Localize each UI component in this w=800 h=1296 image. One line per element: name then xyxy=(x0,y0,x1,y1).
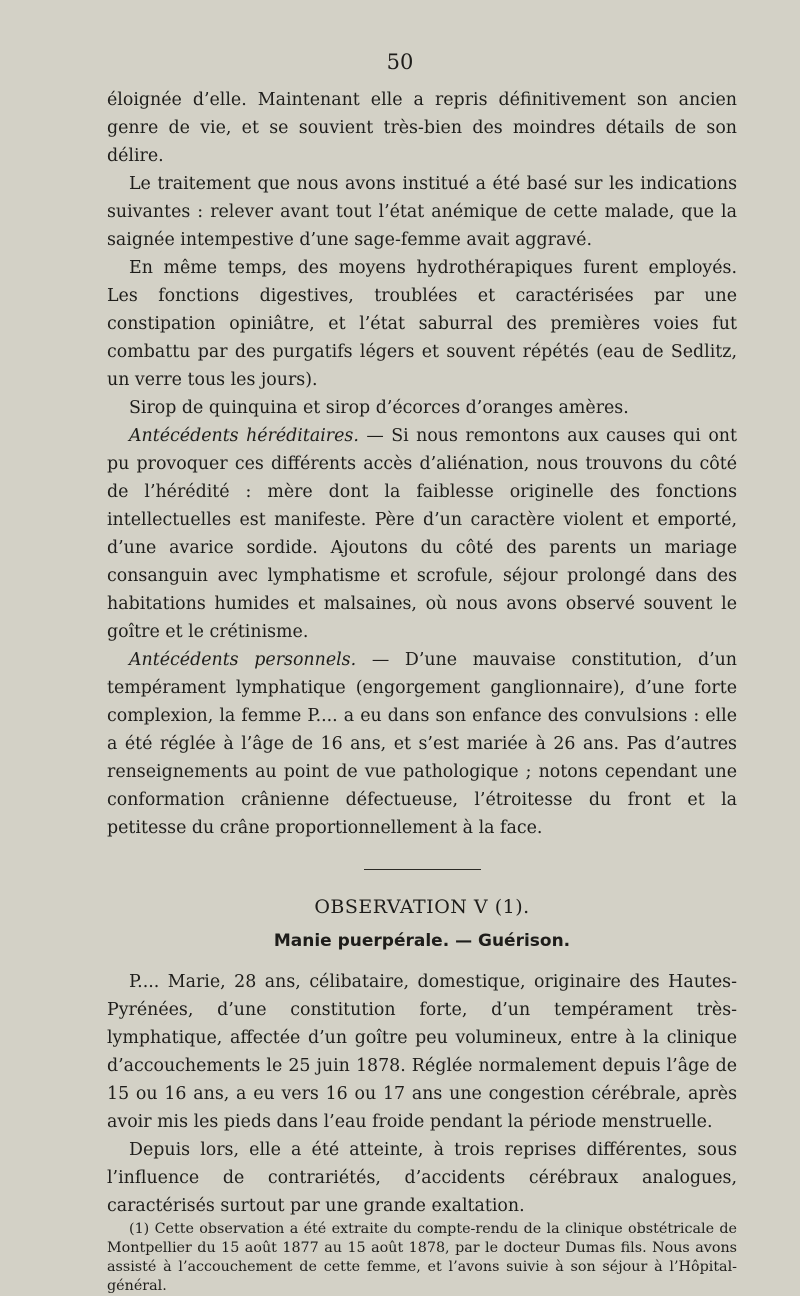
page-number: 50 xyxy=(386,50,414,74)
section-divider xyxy=(364,869,481,870)
paragraph-sirop: Sirop de quinquina et sirop d’écorces d’oranges amères. xyxy=(129,398,629,418)
observation-subtitle: Manie puerpérale. — Guérison. xyxy=(273,931,571,951)
paragraph-treatment: Le traitement que nous avons institué a été basé sur les indications suivantes : relever avant tout l’état anémique de cette malade, que la saignée intempestive d’une sage-femme avait aggravé. xyxy=(107,174,737,250)
antecedents-personnels-text: — D’une mauvaise constitution, d’un tempérament lymphatique (engorgement ganglionnaire), d’une forte complexion, la femme P.... a eu dans son enfance des convulsions : elle a été réglée à l’âge de 16 ans, et s’est mariée à 26 ans. Pas d’autres renseignements au point de vue pathologique ; notons cependant une conformation crânienne défectueuse, l’étroitesse du front et la petitesse du crâne proportionnellement à la face. xyxy=(107,650,738,838)
footnote: (1) Cette observation a été extraite du compte-rendu de la clinique obstétricale de Montpellier du 15 août 1877 au 15 août 1878, par le docteur Dumas fils. Nous avons assisté à l’accouchement de cette femme, et l’avons suivie à son séjour à l’Hôpital-général. xyxy=(107,1221,737,1294)
observation-paragraph: Depuis lors, elle a été atteinte, à trois reprises différentes, sous l’influence de contrariétés, d’accidents cérébraux analogues, caractérisés surtout par une grande exaltation. xyxy=(107,1140,737,1216)
paragraph-antecedents-hereditaires xyxy=(107,422,737,646)
paragraph-hydrotherapy: En même temps, des moyens hydrothérapiques furent employés. Les fonctions digestives, troublées et caractérisées par une constipation opiniâtre, et l’état saburral des premières voies fut combattu par des purgatifs légers et souvent répétés (eau de Sedlitz, un verre tous les jours). xyxy=(107,258,737,390)
antecedents-hereditaires-label: Antécédents héréditaires. xyxy=(129,426,359,446)
observation-heading: OBSERVATION V (1). xyxy=(314,896,530,918)
paragraph-antecedents-personnels xyxy=(107,646,737,842)
antecedents-hereditaires-text: — Si nous remontons aux causes qui ont pu provoquer ces différents accès d’aliénation, nous trouvons du côté de l’hérédité : mère dont la faiblesse originelle des fonctions intellectuelles est manifeste. Père d’un caractère violent et emporté, d’une avarice sordide. Ajoutons du côté des parents un mariage consanguin avec lymphatisme et scrofule, séjour prolongé dans des habitations humides et malsaines, où nous avons observé souvent le goître et le crétinisme. xyxy=(107,426,738,642)
paragraph-continuation: éloignée d’elle. Maintenant elle a repris définitivement son ancien genre de vie, et se souvient très-bien des moindres détails de son délire. xyxy=(107,90,737,166)
antecedents-personnels-label: Antécédents personnels. xyxy=(129,650,357,670)
observation-paragraph: P.... Marie, 28 ans, célibataire, domestique, originaire des Hautes-Pyrénées, d’une constitution forte, d’un tempérament très-lymphatique, affectée d’un goître peu volumineux, entre à la clinique d’accouchements le 25 juin 1878. Réglée normalement depuis l’âge de 15 ou 16 ans, a eu vers 16 ou 17 ans une congestion cérébrale, après avoir mis les pieds dans l’eau froide pendant la période menstruelle. xyxy=(107,972,737,1132)
body-text xyxy=(107,86,737,1296)
